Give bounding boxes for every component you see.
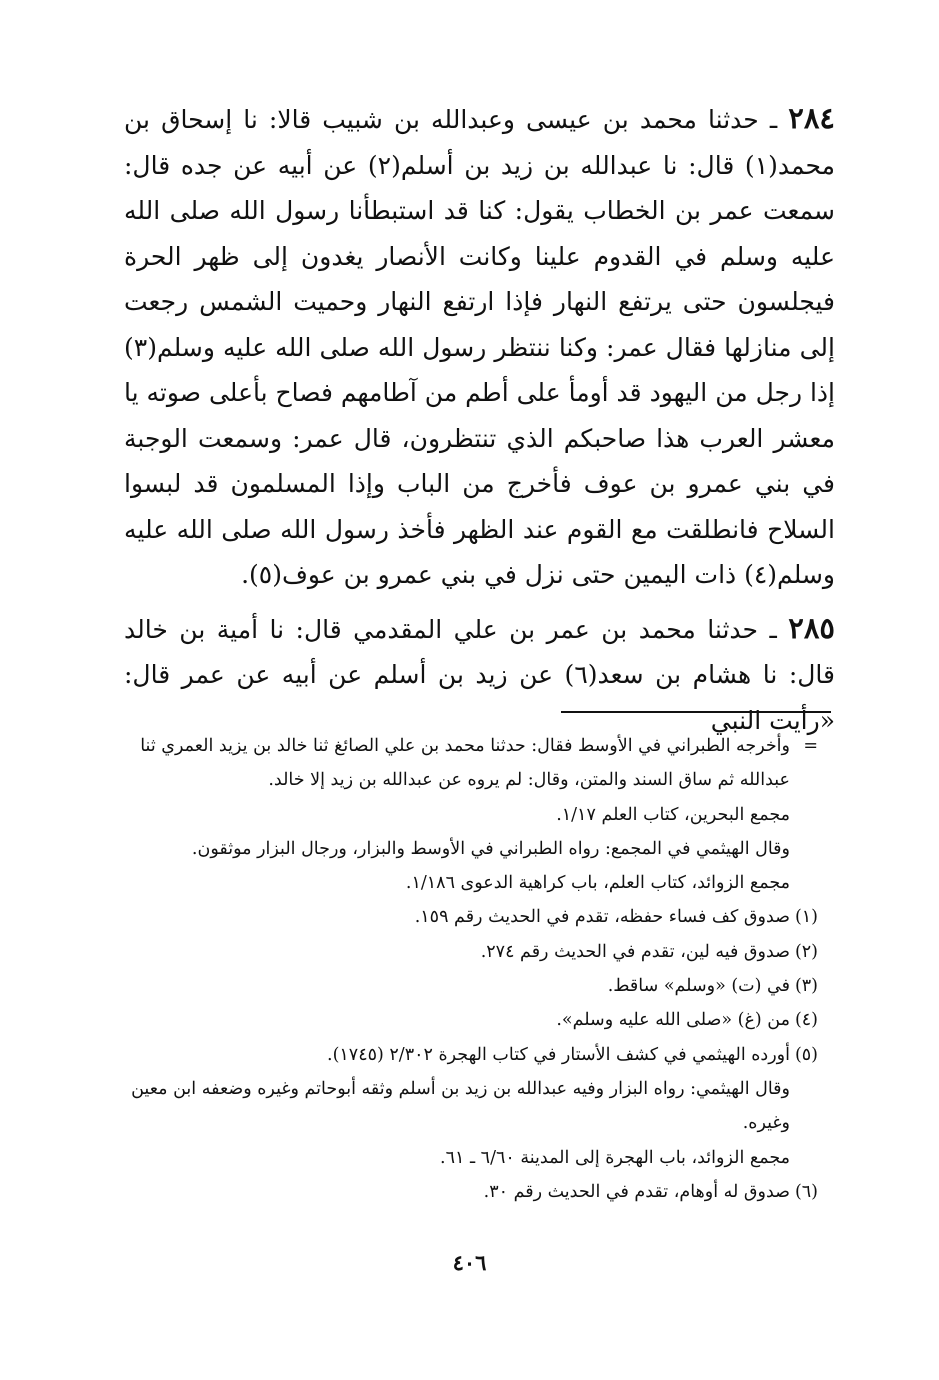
footnote-mark: (٣) [794, 976, 818, 997]
footnote-mark: (٤) [794, 1010, 818, 1031]
footnote-line: وقال الهيثمي: رواه البزار وفيه عبدالله بن زيد بن أسلم وثقه أبوحاتم وغيره وضعفه ابن معين وغيره. [131, 1078, 790, 1134]
main-text [124, 96, 835, 747]
footnote-line: مجمع البحرين، كتاب العلم ١/١٧. [556, 804, 790, 825]
footnote-3 [128, 969, 818, 1003]
page-number: ٤٠٦ [452, 1250, 487, 1275]
footnote-mark: (٢) [794, 941, 818, 962]
hadith-285 [124, 606, 835, 744]
continued-mark: = [803, 736, 818, 756]
footnote-line: مجمع الزوائد، كتاب العلم، باب كراهية الدعوى ١/١٨٦. [405, 873, 790, 894]
footnote-text: صدوق له أوهام، تقدم في الحديث رقم ٣٠. [483, 1181, 790, 1202]
footnote-5 [128, 1038, 818, 1072]
hadith-text: ـ حدثنا محمد بن عمر بن علي المقدمي قال: نا أمية بن خالد قال: نا هشام بن سعد(٦) عن زيد بن أسلم عن أبيه عن عمر قال: «رأيت النبي [124, 614, 835, 735]
hadith-number: ٢٨٥ [788, 610, 835, 645]
footnote-haythami [128, 832, 818, 901]
footnote-text: من (غ) «صلى الله عليه وسلم». [556, 1010, 790, 1031]
footnote-4 [128, 1003, 818, 1037]
hadith-number: ٢٨٤ [788, 101, 835, 135]
footnote-line: وأخرجه الطبراني في الأوسط فقال: حدثنا محمد بن علي الصائغ ثنا خالد بن يزيد العمري ثنا عبدالله ثم ساق السند والمتن، وقال: لم يروه عن عبدالله بن زيد إلا خالد. [140, 736, 790, 791]
footnote-2 [128, 935, 818, 969]
footnote-1 [128, 900, 818, 934]
footnote-mark: (٦) [794, 1181, 818, 1202]
footnote-text: في (ت) «وسلم» ساقط. [607, 976, 790, 997]
footnote-mark: (٥) [794, 1044, 818, 1065]
hadith-text: ـ حدثنا محمد بن عيسى وعبدالله بن شبيب قالا: نا إسحاق بن محمد(١) قال: نا عبدالله بن زيد بن أسلم(٢) عن أبيه عن جده قال: سمعت عمر بن الخطاب يقول: كنا قد استبطأنا رسول الله صلى الله عليه وسلم في القدوم علينا وكانت الأنصار يغدون إلى ظهر الحرة فيجلسون حتى يرتفع النهار فإذا ارتفع النهار وحميت الشمس رجعت إلى منازلها فقال عمر: وكنا ننتظر رسول الله صلى الله عليه وسلم(٣) إذا رجل من اليهود قد أومأ على أطم من آطامهم فصاح بأعلى صوته يا معشر العرب هذا صاحبكم الذي تنتظرون، قال عمر: وسمعت الوجبة في بني عمرو بن عوف فأخرج من الباب وإذا المسلمون قد لبسوا السلاح فانطلقت مع القوم عند الظهر فأخذ رسول الله صلى الله عليه وسلم(٤) ذات اليمين حتى نزل في بني عمرو بن عوف(٥). [123, 105, 835, 589]
footnote-continued [128, 729, 818, 832]
footnote-separator [561, 711, 831, 713]
footnotes [128, 729, 818, 1209]
footnote-text: أورده الهيثمي في كشف الأستار في كتاب الهجرة ٢/٣٠٢ (١٧٤٥). [327, 1044, 790, 1065]
footnote-line: مجمع الزوائد، باب الهجرة إلى المدينة ٦/٦٠ ـ ٦١. [440, 1147, 790, 1168]
footnote-5-detail [128, 1072, 818, 1175]
footnote-mark: (١) [794, 907, 818, 928]
footnote-6 [128, 1175, 818, 1209]
hadith-284 [124, 96, 835, 598]
footnote-text: صدوق كف فساء حفظه، تقدم في الحديث رقم ١٥٩. [414, 907, 790, 928]
footnote-line: وقال الهيثمي في المجمع: رواه الطبراني في الأوسط والبزار، ورجال البزار موثقون. [191, 838, 790, 859]
footnote-text: صدوق فيه لين، تقدم في الحديث رقم ٢٧٤. [480, 941, 790, 962]
